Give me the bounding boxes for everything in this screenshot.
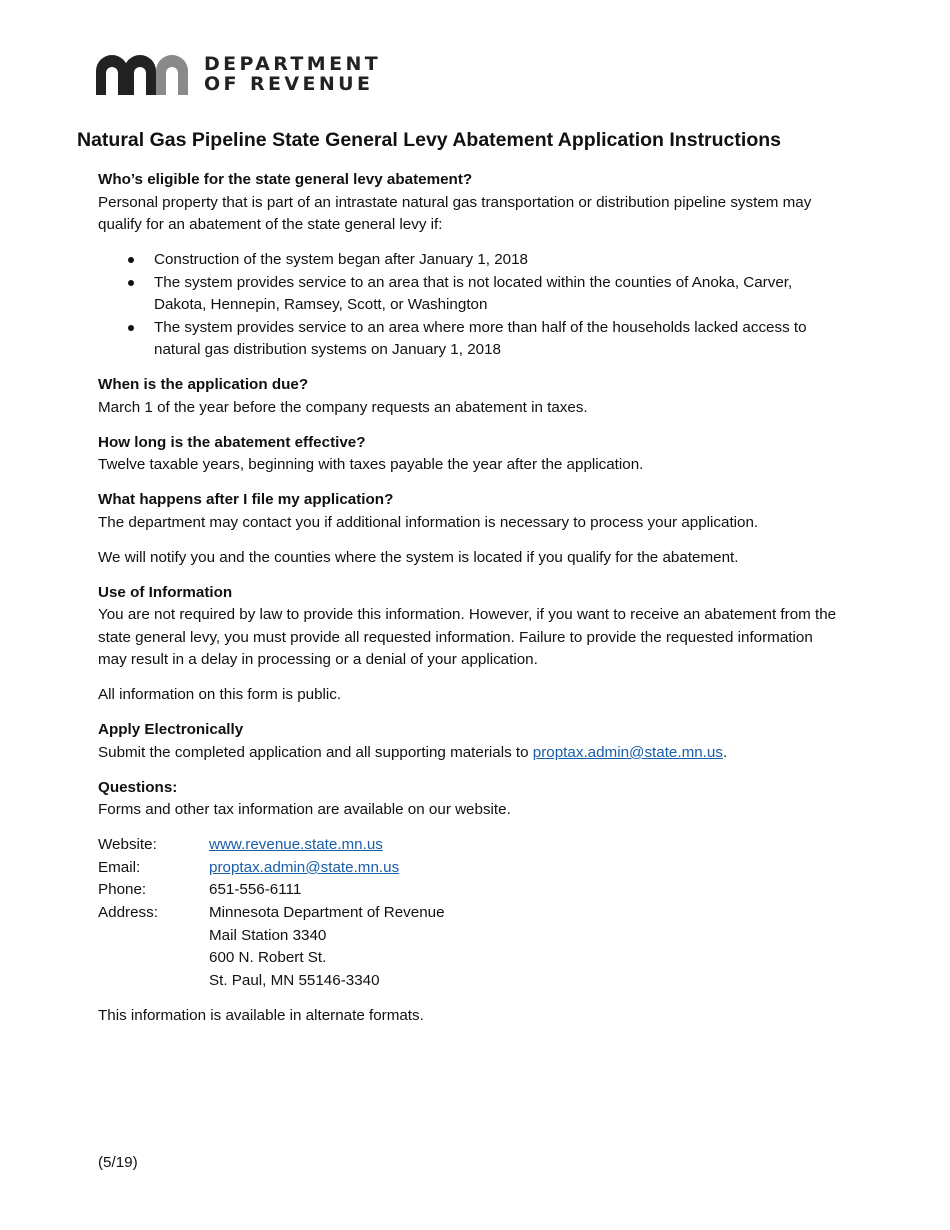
- address-label: Address:: [98, 904, 158, 921]
- logo-wordmark: [204, 54, 381, 94]
- address-value: [209, 902, 445, 992]
- due-text: March 1 of the year before the company requests an abatement in taxes.: [98, 398, 588, 416]
- address-line: Mail Station 3340: [209, 926, 327, 944]
- table-row: [98, 857, 445, 880]
- apply-text-after: .: [722, 743, 728, 761]
- table-row: [98, 879, 445, 902]
- email-link[interactable]: proptax.admin@state.mn.us: [209, 858, 400, 876]
- form-revision-date: (5/19): [98, 1154, 138, 1171]
- after-heading: What happens after I file my application?: [98, 491, 394, 509]
- after-text-1: The department may contact you if additional information is necessary to process your application.: [98, 513, 759, 531]
- logo-line-1: DEPARTMENT: [204, 53, 382, 75]
- eligibility-list: [98, 249, 838, 362]
- due-heading: When is the application due?: [98, 376, 309, 394]
- phone-label: Phone:: [98, 881, 147, 899]
- use-heading: Use of Information: [98, 583, 233, 601]
- website-label: Website:: [98, 836, 157, 854]
- mn-revenue-logo: [96, 53, 381, 95]
- table-row: [98, 902, 445, 992]
- website-link[interactable]: www.revenue.state.mn.us: [209, 836, 383, 854]
- page-title: Natural Gas Pipeline State General Levy Abatement Application Instructions: [77, 129, 781, 151]
- email-label: Email:: [98, 858, 141, 876]
- after-text-2: We will notify you and the counties where the system is located if you qualify for the abatement.: [98, 548, 739, 566]
- address-line: St. Paul, MN 55146-3340: [209, 971, 380, 989]
- questions-heading: Questions:: [98, 778, 178, 796]
- questions-text: Forms and other tax information are available on our website.: [98, 801, 511, 819]
- apply-heading: Apply Electronically: [98, 721, 244, 739]
- list-item: Construction of the system began after January 1, 2018: [98, 249, 838, 272]
- phone-value: 651-556-6111: [209, 881, 302, 899]
- logo-line-2: OF REVENUE: [204, 73, 374, 95]
- address-line: 600 N. Robert St.: [209, 949, 327, 967]
- eligible-text: Personal property that is part of an intrastate natural gas transportation or distribution pipeline system may qualify for an abatement of the state general levy if:: [98, 193, 812, 234]
- list-item: The system provides service to an area where more than half of the households lacked access to natural gas distribution systems on January 1, 2018: [98, 317, 838, 362]
- apply-text: [98, 742, 838, 765]
- list-item: The system provides service to an area that is not located within the counties of Anoka, Carver, Dakota, Hennepin, Ramsey, Scott, or Washington: [98, 272, 838, 317]
- instructions-body: [98, 169, 838, 1027]
- use-text-1: You are not required by law to provide this information. However, if you want to receive an abatement from the state general levy, you must provide all requested information. Failure to provide the requested information may result in a delay in processing or a denial of your application.: [98, 606, 837, 669]
- use-text-2: All information on this form is public.: [98, 686, 342, 704]
- alternate-formats-text: This information is available in alternate formats.: [98, 1006, 424, 1024]
- effective-text: Twelve taxable years, beginning with taxes payable the year after the application.: [98, 456, 644, 474]
- contact-table: [98, 834, 445, 992]
- mn-logo-icon: [96, 53, 190, 95]
- apply-text-before: Submit the completed application and all supporting materials to: [98, 743, 533, 761]
- effective-heading: How long is the abatement effective?: [98, 433, 366, 451]
- eligible-heading: Who’s eligible for the state general levy abatement?: [98, 171, 473, 188]
- apply-email-link[interactable]: proptax.admin@state.mn.us: [532, 743, 723, 761]
- address-line: Minnesota Department of Revenue: [209, 904, 445, 921]
- table-row: [98, 834, 445, 857]
